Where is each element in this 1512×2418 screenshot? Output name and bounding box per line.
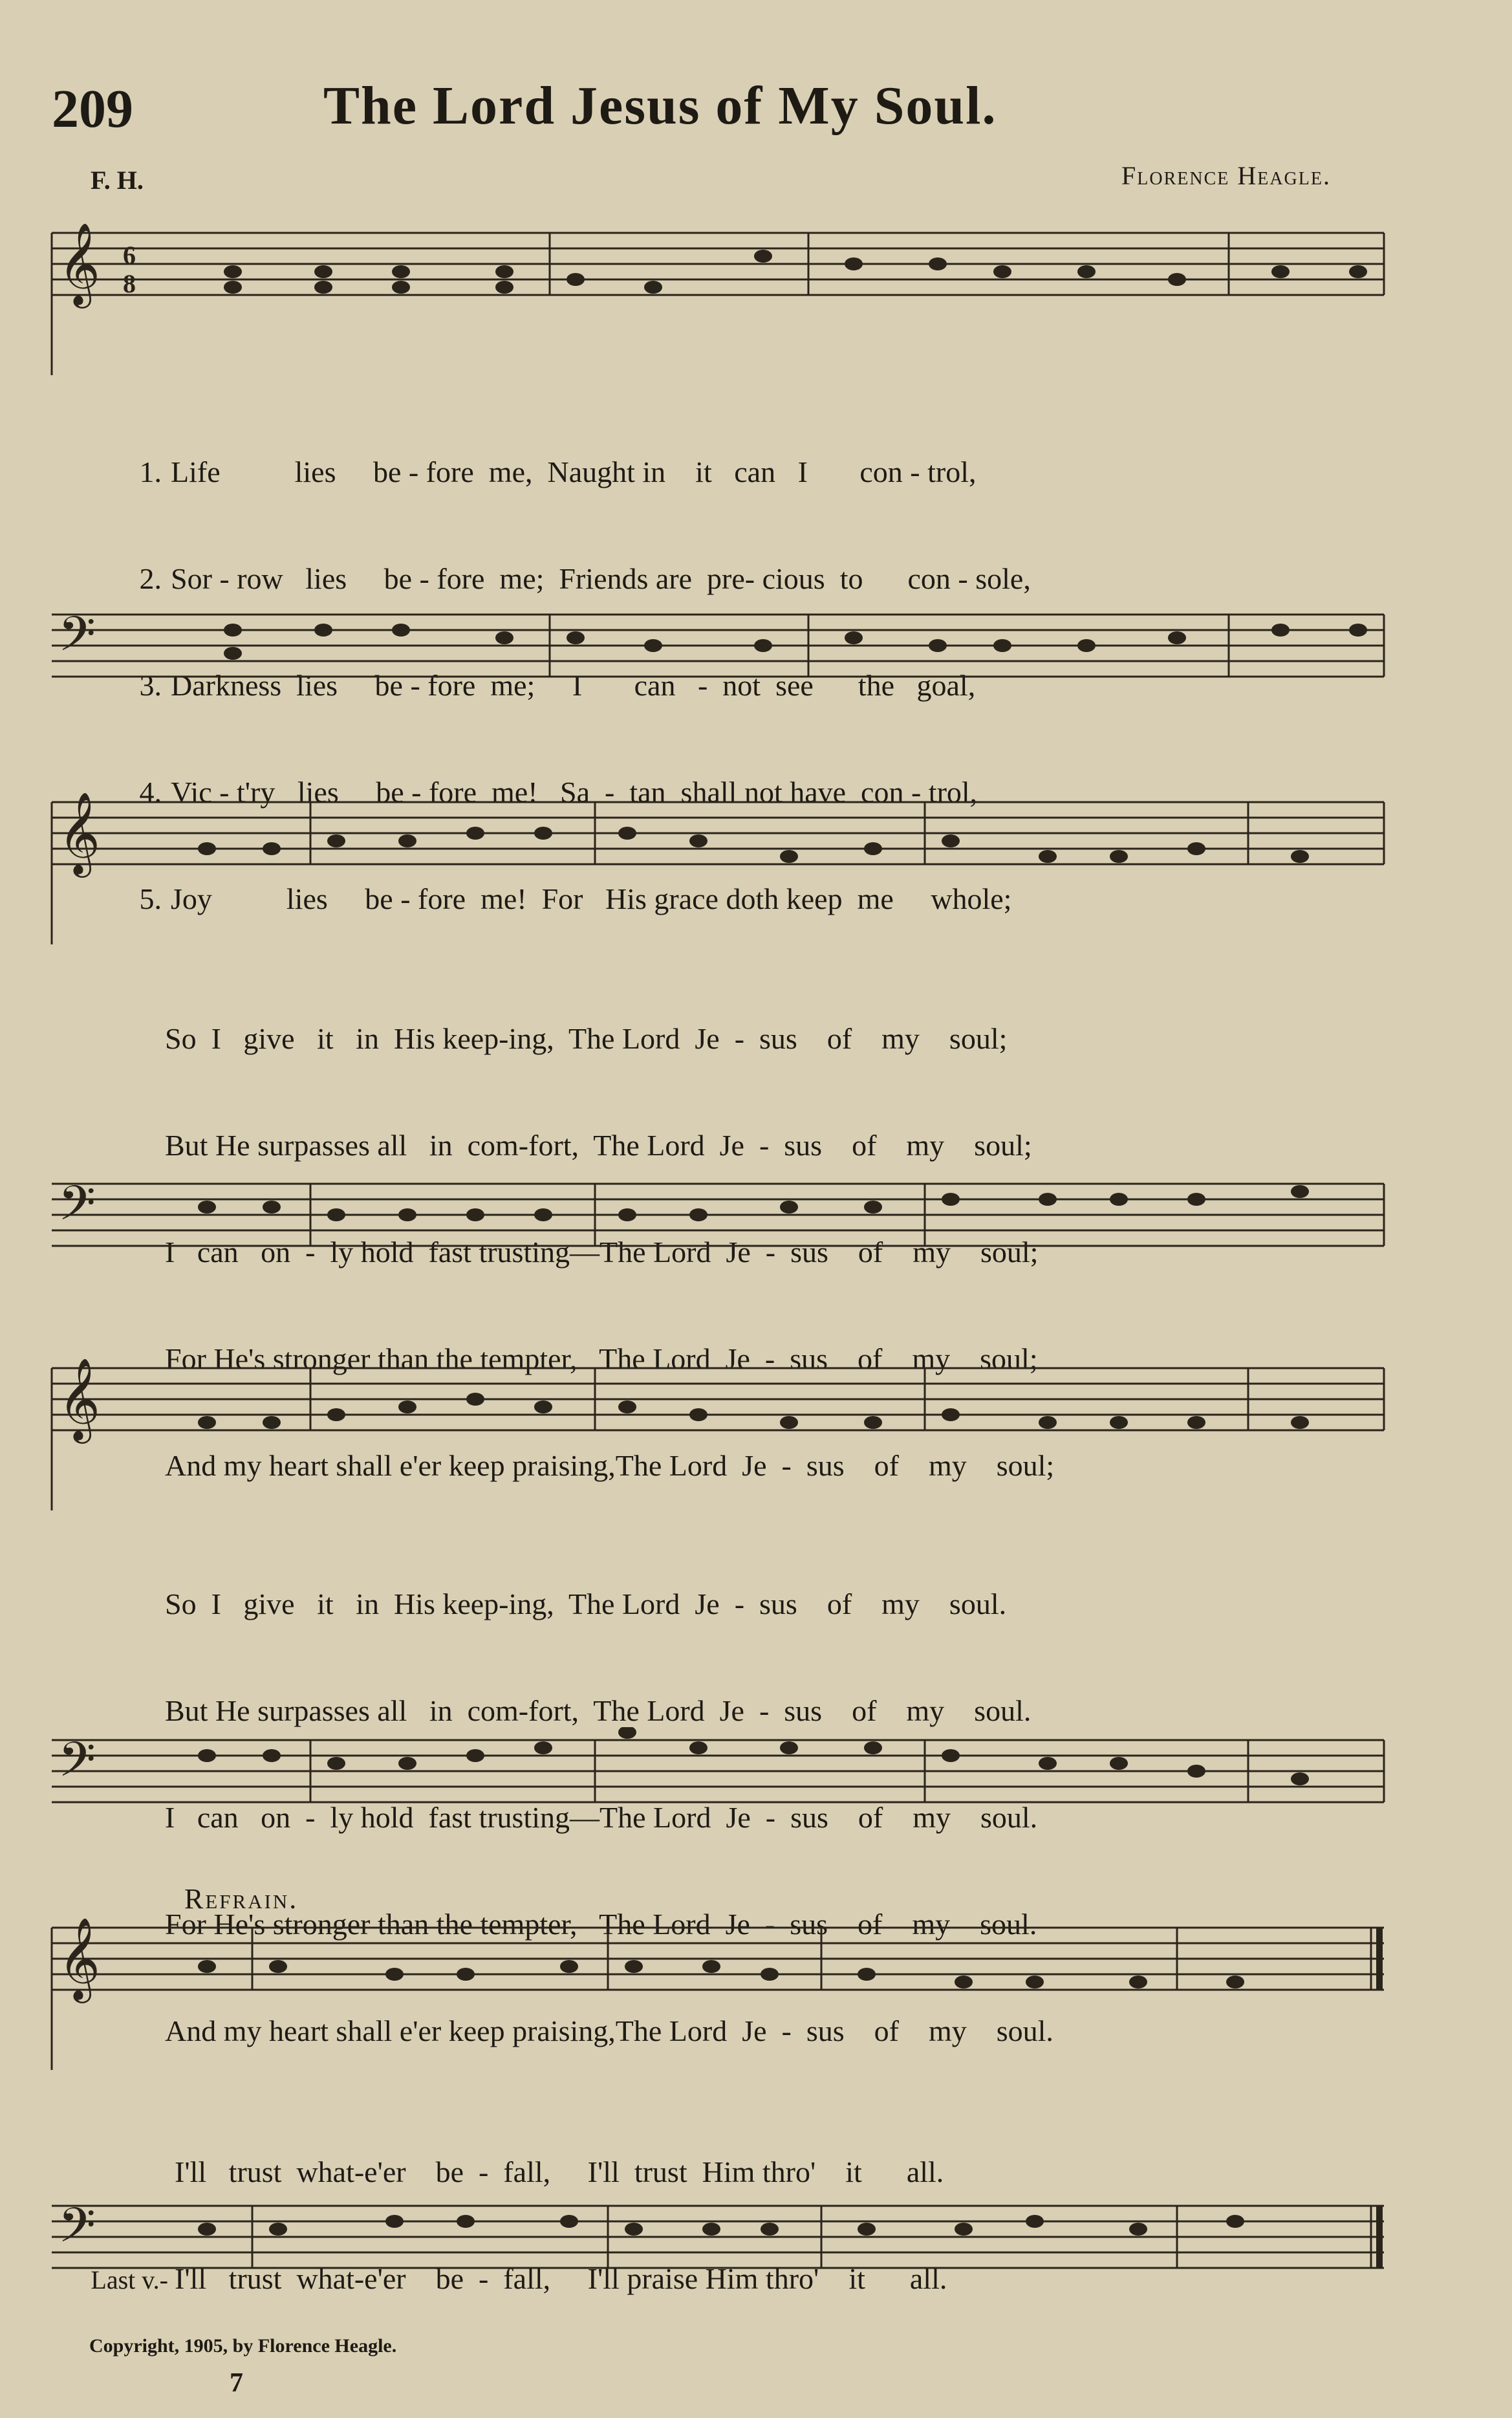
svg-text:𝄢: 𝄢 [58, 2200, 96, 2264]
svg-text:𝄞: 𝄞 [58, 1919, 101, 1998]
hymn-title: The Lord Jesus of My Soul. [323, 76, 997, 136]
svg-text:𝄢: 𝄢 [58, 1734, 96, 1798]
verse-line: 2. Sor - row lies be - fore me; Friends are pre- cious to con - sole, [139, 562, 1031, 595]
verse-line: So I give it in His keep-ing, The Lord Je - sus of my soul; [165, 1022, 1008, 1055]
system-1-treble-staff [0, 220, 1512, 375]
svg-text:6: 6 [123, 241, 136, 270]
verse-line: And my heart shall e'er keep praising,The Lord Je - sus of my soul; [165, 1449, 1055, 1482]
verse-line: So I give it in His keep-ing, The Lord Je - sus of my soul. [165, 1587, 1007, 1620]
svg-text:𝄢: 𝄢 [58, 1178, 96, 1242]
refrain-bass-staff [0, 2193, 1512, 2322]
refrain-treble-staff [0, 1915, 1512, 2070]
verse-line: But He surpasses all in com-fort, The Lord Je - sus of my soul; [165, 1129, 1032, 1162]
svg-text:8: 8 [123, 269, 136, 298]
verse-line: 4. Vic - t'ry lies be - fore me! Sa - tan shall not have con - trol, [139, 776, 978, 809]
verse-line: I can on - ly hold fast trusting—The Lord Je - sus of my soul; [165, 1236, 1039, 1269]
verse-line: And my heart shall e'er keep praising,The Lord Je - sus of my soul. [165, 2014, 1053, 2047]
svg-text:𝄞: 𝄞 [58, 794, 101, 873]
verse-line: For He's stronger than the tempter, The Lord Je - sus of my soul; [165, 1342, 1038, 1375]
system-3-bass-staff [0, 1727, 1512, 1869]
system-2-treble-staff [0, 789, 1512, 944]
system-1-bass-staff [0, 602, 1512, 744]
verse-line: But He surpasses all in com-fort, The Lord Je - sus of my soul. [165, 1694, 1031, 1727]
verse-line: 1. Life lies be - fore me, Naught in it can I con - trol, [139, 455, 977, 488]
system-2-bass-staff [0, 1171, 1512, 1300]
refrain-label: Refrain. [184, 1883, 299, 1915]
author-initials: F. H. [91, 166, 144, 195]
svg-text:𝄞: 𝄞 [58, 1360, 101, 1439]
treble-clef-icon: 𝄞 [58, 224, 101, 303]
verse-line: For He's stronger than the tempter, The Lord Je - sus of my soul. [165, 1908, 1037, 1941]
verse-line: 5. Joy lies be - fore me! For His grace doth keep me whole; [139, 882, 1012, 915]
page-number: 7 [230, 2368, 243, 2398]
bass-clef-icon: 𝄢 [58, 609, 96, 673]
system-3-treble-staff [0, 1355, 1512, 1510]
verse-line: 3. Darkness lies be - fore me; I can - not see the goal, [139, 669, 976, 702]
copyright-notice: Copyright, 1905, by Florence Heagle. [89, 2335, 397, 2357]
verse-line: I can on - ly hold fast trusting—The Lord Je - sus of my soul. [165, 1801, 1038, 1834]
refrain-line: Last v.- I'll trust what-e'er be - fall, I'll praise Him thro' it all. [91, 2262, 947, 2295]
composer-credit: Florence Heagle. [1121, 161, 1331, 190]
hymn-number: 209 [52, 79, 133, 139]
refrain-line: I'll trust what-e'er be - fall, I'll trust Him thro' it all. [175, 2155, 944, 2188]
